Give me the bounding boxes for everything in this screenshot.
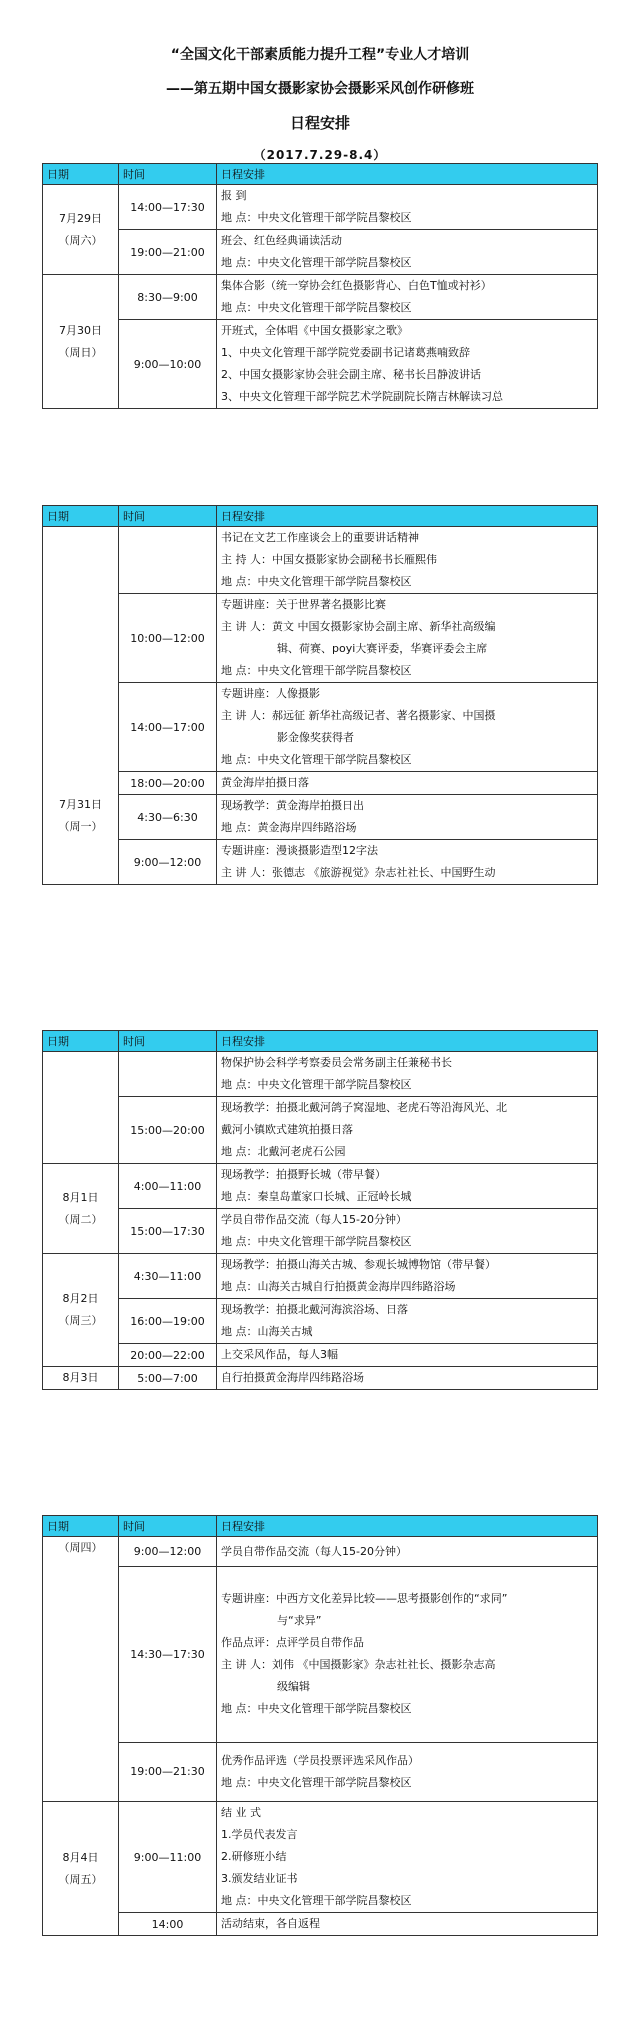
date-text: 7月31日: [59, 797, 102, 811]
table-row: [43, 1254, 598, 1299]
schedule-cell: [217, 1742, 598, 1801]
time-cell: 18:00—20:00: [119, 772, 217, 795]
schedule-heading: 日程安排: [289, 114, 350, 132]
date-cell: [43, 275, 119, 409]
time-cell: 16:00—19:00: [119, 1299, 217, 1344]
time-cell: 9:00—10:00: [119, 320, 217, 409]
header-schedule: 日程安排: [217, 1516, 598, 1537]
date-text: [47, 1669, 114, 1691]
schedule-line: 地 点：北戴河老虎石公园: [221, 1145, 346, 1158]
time-cell: 14:00—17:00: [119, 683, 217, 772]
schedule-line: 现场教学：拍摄北戴河鸽子窝湿地、老虎石等沿海风光、北: [221, 1101, 507, 1114]
table-header-row: [43, 506, 598, 527]
date-text: （周一）: [58, 819, 103, 833]
table-row: [43, 1052, 598, 1097]
table-row: [43, 1344, 598, 1367]
schedule-line: 戴河小镇欧式建筑拍摄日落: [221, 1123, 353, 1136]
time-cell: 9:00—12:00: [119, 1537, 217, 1567]
schedule-cell: [217, 320, 598, 409]
schedule-line: 地 点：中央文化管理干部学院昌黎校区: [221, 1775, 412, 1789]
header-date: 日期: [43, 1031, 119, 1052]
date-text: [47, 772, 114, 794]
schedule-cell: [217, 275, 598, 320]
date-text: 8月1日: [62, 1190, 99, 1204]
date-text: [47, 728, 114, 750]
schedule-line: 优秀作品评选（学员投票评选采风作品）: [221, 1753, 419, 1767]
date-text: [47, 640, 114, 662]
schedule-line: 现场教学：拍摄山海关古城、参观长城博物馆（带早餐）: [221, 1258, 496, 1271]
date-range: （2017.7.29-8.4）: [253, 148, 387, 162]
table-row: [43, 1913, 598, 1936]
date-cell: [43, 1802, 119, 1936]
schedule-cell: [217, 772, 598, 795]
schedule-line: 主 讲 人：黄文 中国女摄影家协会副主席、新华社高级编: [221, 620, 496, 633]
time-cell: 4:30—11:00: [119, 1254, 217, 1299]
document-subtitle: ——第五期中国女摄影家协会摄影采风创作研修班: [166, 81, 474, 97]
date-cell: [43, 527, 119, 885]
schedule-cell: [217, 527, 598, 594]
header-date: 日期: [43, 1516, 119, 1537]
schedule-table: [42, 163, 598, 409]
date-text: 7月29日: [59, 211, 102, 225]
table-header-row: [43, 1031, 598, 1052]
time-cell: 4:00—11:00: [119, 1164, 217, 1209]
schedule-cell: [217, 1537, 598, 1567]
schedule-line: 地 点：中央文化管理干部学院昌黎校区: [221, 753, 412, 766]
date-text: [47, 618, 114, 640]
schedule-cell: [217, 1567, 598, 1742]
date-cell: [43, 1164, 119, 1254]
schedule-cell: [217, 1052, 598, 1097]
header-schedule: 日程安排: [217, 506, 598, 527]
schedule-line: 专题讲座：关于世界著名摄影比赛: [221, 598, 386, 611]
schedule-line: 地 点：中央文化管理干部学院昌黎校区: [221, 256, 412, 269]
table-row: [43, 795, 598, 840]
schedule-line: 地 点：中央文化管理干部学院昌黎校区: [221, 211, 412, 224]
schedule-line: 2.研修班小结: [221, 1850, 287, 1863]
table-header-row: [43, 164, 598, 185]
time-cell: 19:00—21:30: [119, 1742, 217, 1801]
schedule-line: 3、中央文化管理干部学院艺术学院副院长隋吉林解读习总: [221, 390, 503, 403]
date-text: （周日）: [58, 345, 103, 359]
date-text: [47, 1559, 114, 1581]
date-text: [47, 1625, 114, 1647]
header-time: 时间: [119, 1516, 217, 1537]
schedule-line: 活动结束，各自返程: [221, 1917, 320, 1930]
schedule-line: 地 点：秦皇岛董家口长城、正冠岭长城: [221, 1190, 412, 1203]
date-text: [47, 706, 114, 728]
date-cell: [43, 1052, 119, 1164]
date-text: [47, 596, 114, 618]
date-text: [47, 662, 114, 684]
schedule-table: [42, 505, 598, 885]
time-cell: 8:30—9:00: [119, 275, 217, 320]
schedule-line: 主 讲 人：张德志 《旅游视觉》杂志社社长、中国野生动: [221, 866, 496, 879]
schedule-line: 地 点：中央文化管理干部学院昌黎校区: [221, 301, 412, 314]
date-text: 8月3日: [62, 1371, 99, 1384]
schedule-line: 开班式，全体唱《中国女摄影家之歌》: [221, 324, 408, 337]
time-cell: 5:00—7:00: [119, 1367, 217, 1390]
date-text: [47, 860, 114, 882]
time-cell: [119, 1052, 217, 1097]
schedule-line: 现场教学：拍摄北戴河海滨浴场、日落: [221, 1303, 408, 1316]
schedule-line: 物保护协会科学考察委员会常务副主任兼秘书长: [221, 1056, 452, 1069]
time-cell: 20:00—22:00: [119, 1344, 217, 1367]
schedule-line: 黄金海岸拍摄日落: [221, 776, 309, 789]
schedule-cell: [217, 1254, 598, 1299]
header-date: 日期: [43, 506, 119, 527]
table-row: [43, 1209, 598, 1254]
date-text: [47, 1691, 114, 1713]
schedule-cell: [217, 840, 598, 885]
table-row: [43, 1097, 598, 1164]
time-cell: 15:00—17:30: [119, 1209, 217, 1254]
table-row: [43, 275, 598, 320]
schedule-line: 1.学员代表发言: [221, 1828, 298, 1841]
schedule-cell: [217, 1209, 598, 1254]
date-text: [47, 838, 114, 860]
schedule-line: 地 点：中央文化管理干部学院昌黎校区: [221, 575, 412, 588]
date-text: [47, 530, 114, 552]
schedule-cell: [217, 1367, 598, 1390]
schedule-line: 1、中央文化管理干部学院党委副书记诸葛燕喃致辞: [221, 346, 470, 359]
header-schedule: 日程安排: [217, 164, 598, 185]
schedule-line: 2、中国女摄影家协会驻会副主席、秘书长吕静波讲话: [221, 368, 481, 381]
schedule-cell: [217, 795, 598, 840]
time-cell: 14:00—17:30: [119, 185, 217, 230]
date-text: [47, 684, 114, 706]
date-cell: [43, 1367, 119, 1390]
schedule-cell: [217, 1299, 598, 1344]
table-row: [43, 320, 598, 409]
table-row: [43, 1567, 598, 1742]
schedule-line: 地 点：山海关古城: [221, 1325, 313, 1338]
schedule-line: 影金像奖获得者: [277, 731, 354, 744]
schedule-line: 地 点：山海关古城自行拍摄黄金海岸四纬路浴场: [221, 1280, 456, 1293]
schedule-line: 报 到: [221, 189, 247, 202]
date-text: （周三）: [58, 1314, 103, 1327]
date-text: 7月30日: [59, 323, 102, 337]
table-row: [43, 1367, 598, 1390]
header-schedule: 日程安排: [217, 1031, 598, 1052]
table-row: [43, 527, 598, 594]
schedule-table: [42, 1030, 598, 1390]
table-row: [43, 1299, 598, 1344]
schedule-line: 现场教学：拍摄野长城（带早餐）: [221, 1168, 386, 1181]
date-text: [47, 1647, 114, 1669]
schedule-line: 与“求异”: [277, 1614, 322, 1628]
time-cell: 14:00: [119, 1913, 217, 1936]
date-text: [47, 750, 114, 772]
schedule-cell: [217, 1344, 598, 1367]
schedule-line: 地 点：黄金海岸四纬路浴场: [221, 821, 357, 834]
schedule-line: 作品点评：点评学员自带作品: [221, 1636, 364, 1650]
schedule-line: 书记在文艺工作座谈会上的重要讲话精神: [221, 531, 419, 544]
header-date: 日期: [43, 164, 119, 185]
date-cell: [43, 1537, 119, 1802]
schedule-line: 自行拍摄黄金海岸四纬路浴场: [221, 1371, 364, 1384]
date-cell: [43, 1254, 119, 1367]
table-header-row: [43, 1516, 598, 1537]
schedule-line: 3.颁发结业证书: [221, 1872, 298, 1885]
schedule-line: 学员自带作品交流（每人15-20分钟）: [221, 1213, 407, 1226]
schedule-line: 专题讲座：漫谈摄影造型12字法: [221, 844, 378, 857]
schedule-line: 主 讲 人：刘伟 《中国摄影家》杂志社社长、摄影杂志高: [221, 1658, 496, 1672]
date-text: [47, 574, 114, 596]
schedule-line: 主 讲 人：郝远征 新华社高级记者、著名摄影家、中国摄: [221, 709, 496, 722]
date-text: [47, 1713, 114, 1735]
schedule-cell: [217, 683, 598, 772]
time-cell: 15:00—20:00: [119, 1097, 217, 1164]
date-text: [47, 1735, 114, 1757]
time-cell: 10:00—12:00: [119, 594, 217, 683]
schedule-line: 专题讲座：中西方文化差异比较——思考摄影创作的“求同”: [221, 1592, 508, 1606]
table-row: [43, 1164, 598, 1209]
time-cell: 4:30—6:30: [119, 795, 217, 840]
schedule-cell: [217, 1164, 598, 1209]
date-text: （周六）: [58, 233, 103, 247]
table-row: [43, 185, 598, 230]
schedule-cell: [217, 1802, 598, 1913]
table-row: [43, 1802, 598, 1913]
header-time: 时间: [119, 506, 217, 527]
table-row: [43, 772, 598, 795]
table-row: [43, 1537, 598, 1567]
schedule-line: 级编辑: [277, 1680, 310, 1694]
header-time: 时间: [119, 1031, 217, 1052]
table-row: [43, 1742, 598, 1801]
date-cell: [43, 185, 119, 275]
schedule-line: 地 点：中央文化管理干部学院昌黎校区: [221, 1702, 412, 1716]
date-text: [47, 1603, 114, 1625]
schedule-line: 结 业 式: [221, 1806, 261, 1819]
table-row: [43, 683, 598, 772]
time-cell: 14:30—17:30: [119, 1567, 217, 1742]
schedule-cell: [217, 1097, 598, 1164]
time-cell: 9:00—12:00: [119, 840, 217, 885]
table-row: [43, 230, 598, 275]
schedule-line: 现场教学：黄金海岸拍摄日出: [221, 799, 364, 812]
date-text: [47, 1779, 114, 1801]
schedule-line: 地 点：中央文化管理干部学院昌黎校区: [221, 1894, 412, 1907]
date-text: [47, 1581, 114, 1603]
date-text: 8月2日: [62, 1292, 99, 1305]
schedule-line: 集体合影（统一穿协会红色摄影背心、白色T恤或衬衫）: [221, 279, 492, 292]
date-text: （周二）: [58, 1212, 103, 1226]
date-text: [47, 552, 114, 574]
date-text: [47, 1097, 114, 1119]
date-text: （周五）: [58, 1872, 103, 1886]
header-time: 时间: [119, 164, 217, 185]
schedule-line: 主 持 人：中国女摄影家协会副秘书长雁熙伟: [221, 553, 437, 566]
time-cell: 19:00—21:00: [119, 230, 217, 275]
schedule-line: 班会、红色经典诵读活动: [221, 234, 342, 247]
schedule-cell: [217, 230, 598, 275]
schedule-cell: [217, 594, 598, 683]
table-row: [43, 840, 598, 885]
time-cell: 9:00—11:00: [119, 1802, 217, 1913]
schedule-table: [42, 1515, 598, 1936]
schedule-line: 地 点：中央文化管理干部学院昌黎校区: [221, 1235, 412, 1248]
time-cell: [119, 527, 217, 594]
table-row: [43, 594, 598, 683]
schedule-line: 学员自带作品交流（每人15-20分钟）: [221, 1544, 407, 1558]
date-text: （周四）: [58, 1541, 103, 1554]
schedule-line: 专题讲座：人像摄影: [221, 687, 320, 700]
schedule-cell: [217, 185, 598, 230]
document-title: “全国文化干部素质能力提升工程”专业人才培训: [170, 47, 470, 63]
schedule-line: 上交采风作品，每人3幅: [221, 1348, 338, 1361]
schedule-line: 地 点：中央文化管理干部学院昌黎校区: [221, 1078, 412, 1091]
schedule-cell: [217, 1913, 598, 1936]
date-text: [47, 1757, 114, 1779]
schedule-line: 辑、荷赛、poyi大赛评委，华赛评委会主席: [277, 642, 488, 655]
schedule-line: 地 点：中央文化管理干部学院昌黎校区: [221, 664, 412, 677]
date-text: 8月4日: [62, 1850, 99, 1864]
